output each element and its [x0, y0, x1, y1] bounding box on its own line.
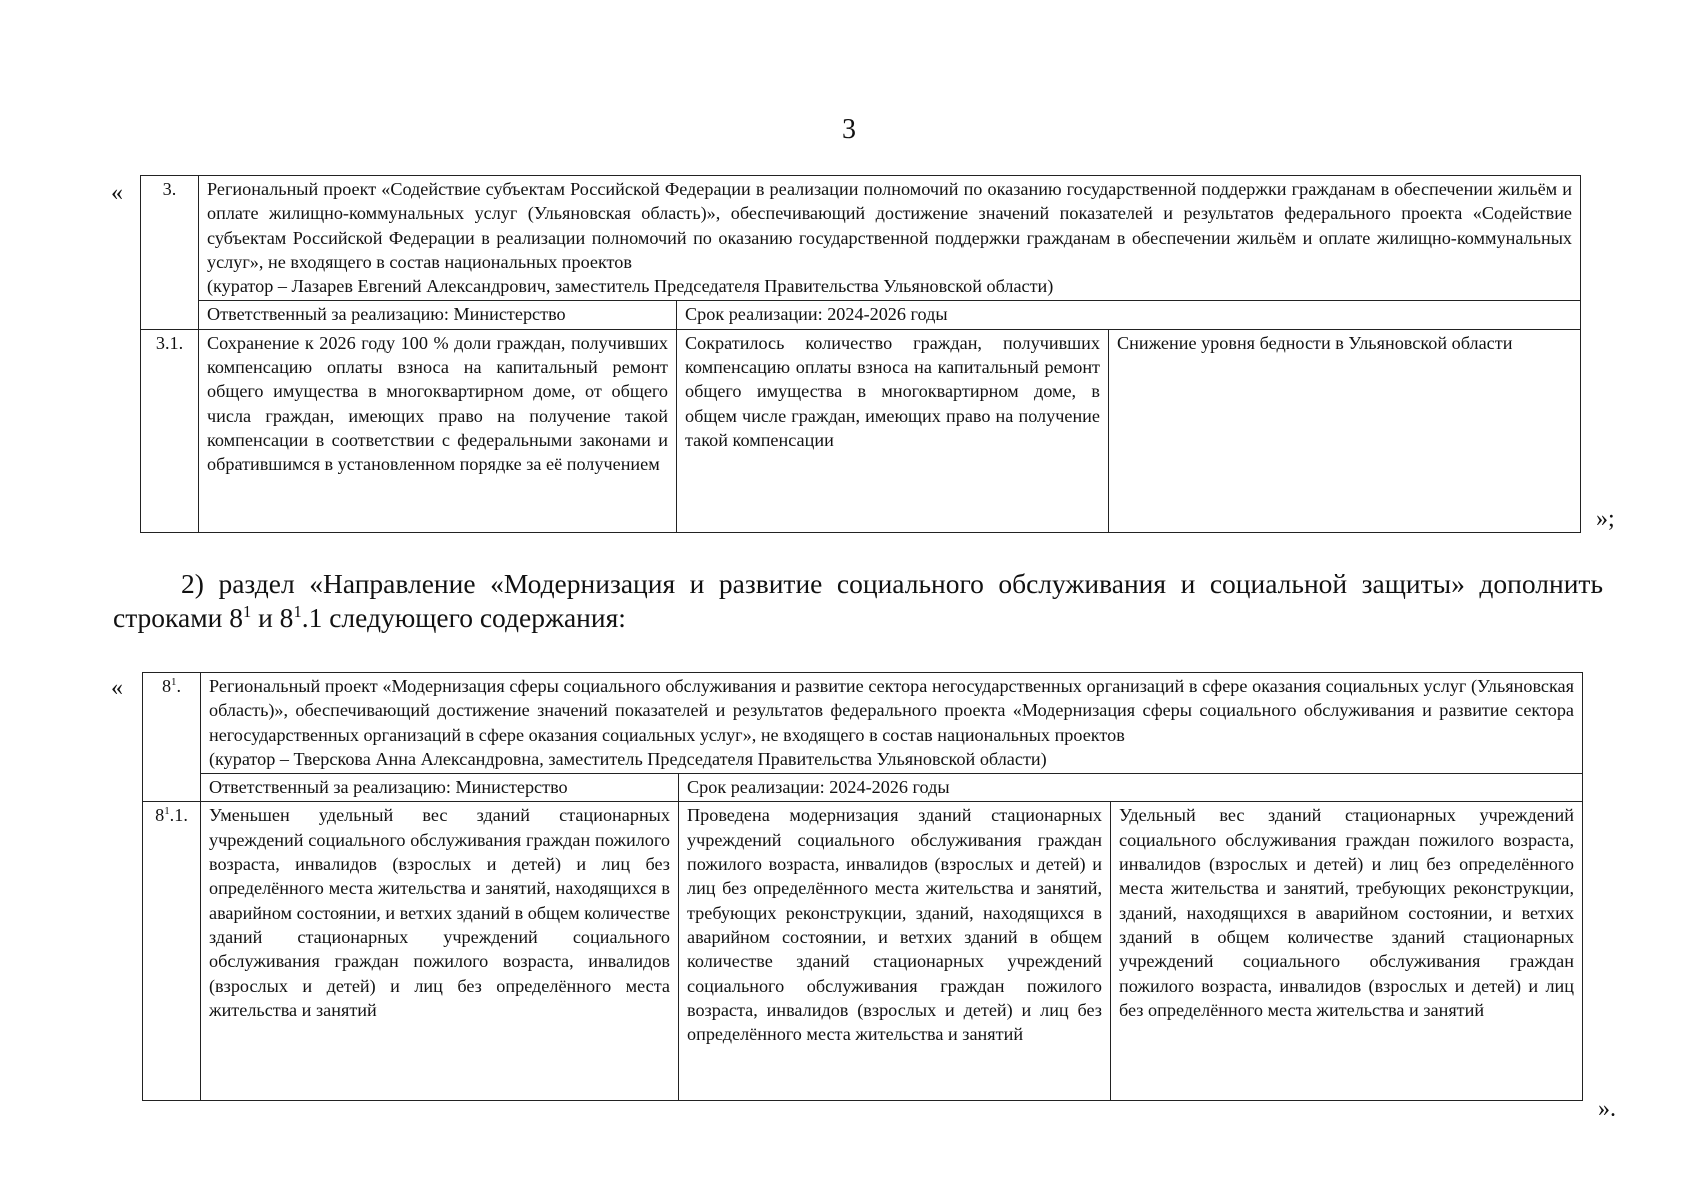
period-cell: Срок реализации: 2024-2026 годы	[677, 301, 1581, 329]
task-cell: Сохранение к 2026 году 100 % доли граждан, получивших компенсацию оплаты взноса на капитальный ремонт общего имущества в многоквартирном доме, от общего числа граждан, имеющих право на получение такой компенсации в соответствии с федеральными законами и обратившимся в установленном порядке за её получением	[199, 329, 677, 532]
result-cell: Проведена модернизация зданий стационарных учреждений социального обслуживания граждан пожилого возраста, инвалидов (взрослых и детей) и лиц без определённого места жительства и занятий, требующих реконструкции, зданий, находящихся в аварийном состоянии, и ветхих зданий в общем количестве зданий стационарных учреждений социального обслуживания граждан пожилого возраста, инвалидов (взрослых и детей) и лиц без определённого места жительства и занятий	[679, 802, 1111, 1101]
project-table-2	[142, 672, 1583, 1101]
superscript: 1	[164, 805, 170, 818]
amendment-paragraph	[113, 567, 1603, 635]
project-title: Региональный проект «Модернизация сферы социального обслуживания и развитие сектора негосударственных организаций в сфере оказания социальных услуг (Ульяновская область)», обеспечивающий достижение значений показателей и результатов федерального проекта «Модернизация сферы социального обслуживания и развитие сектора негосударственных организаций в сфере оказания социальных услуг», не входящего в состав национальных проектов	[209, 676, 1574, 745]
subrow-number	[143, 802, 201, 1101]
project-table-1	[140, 175, 1581, 533]
closing-quote: »;	[1596, 506, 1615, 532]
task-cell: Уменьшен удельный вес зданий стационарных учреждений социального обслуживания граждан пожилого возраста, инвалидов (взрослых и детей) и лиц без определённого места жительства и занятий, находящихся в аварийном состоянии, и ветхих зданий в общем количестве зданий стационарных учреждений социального обслуживания граждан пожилого возраста, инвалидов (взрослых и детей) и лиц без определённого места жительства и занятий	[201, 802, 679, 1101]
subrow-number-suffix: .1.	[169, 805, 188, 826]
responsible-cell: Ответственный за реализацию: Министерство	[201, 774, 679, 802]
project-title-cell	[201, 673, 1583, 774]
project-curator: (куратор – Тверскова Анна Александровна, заместитель Председателя Правительства Ульяновской области)	[209, 748, 1047, 769]
superscript: 1	[171, 675, 177, 688]
responsible-cell: Ответственный за реализацию: Министерство	[199, 301, 677, 329]
indicator-cell: Удельный вес зданий стационарных учреждений социального обслуживания граждан пожилого возраста, инвалидов (взрослых и детей) и лиц без определённого места жительства и занятий, требующих реконструкции, зданий, находящихся в аварийном состоянии, и ветхих зданий в общем количестве зданий стационарных учреждений социального обслуживания граждан пожилого возраста, инвалидов (взрослых и детей) и лиц без определённого места жительства и занятий	[1111, 802, 1583, 1101]
closing-quote: ».	[1598, 1096, 1616, 1122]
opening-quote: «	[111, 180, 123, 206]
paragraph-text-3: .1 следующего содержания:	[301, 602, 626, 633]
opening-quote: «	[111, 675, 123, 701]
indicator-cell: Снижение уровня бедности в Ульяновской области	[1109, 329, 1581, 532]
paragraph-text-1: 2) раздел «Направление «Модернизация и развитие социального обслуживания и социальной защиты» дополнить строками 8	[113, 568, 1603, 633]
row-number: 3.	[141, 176, 199, 330]
project-title: Региональный проект «Содействие субъектам Российской Федерации в реализации полномочий по оказанию государственной поддержки гражданам в обеспечении жильём и оплате жилищно-коммунальных услуг (Ульяновская область)», обеспечивающий достижение значений показателей и результатов федерального проекта «Содействие субъектам Российской Федерации в реализации полномочий по оказанию государственной поддержки гражданам в обеспечении жильём и оплате жилищно-коммунальных услуг», не входящего в состав национальных проектов	[207, 179, 1573, 272]
period-cell: Срок реализации: 2024-2026 годы	[679, 774, 1583, 802]
superscript: 1	[293, 601, 302, 621]
page-number: 3	[842, 114, 856, 145]
row-number	[143, 673, 201, 802]
paragraph-text-2: и 8	[251, 602, 294, 633]
project-title-cell	[199, 176, 1581, 301]
row-number-suffix: .	[176, 676, 182, 696]
project-curator: (куратор – Лазарев Евгений Александрович, заместитель Председателя Правительства Ульяновской области)	[207, 276, 1054, 297]
subrow-number-base: 8	[155, 805, 165, 826]
subrow-number: 3.1.	[141, 329, 199, 532]
result-cell: Сократилось количество граждан, получивших компенсацию оплаты взноса на капитальный ремонт общего имущества в многоквартирном доме, в общем числе граждан, имеющих право на получение такой компенсации	[677, 329, 1109, 532]
row-number-base: 8	[161, 676, 172, 696]
superscript: 1	[242, 601, 252, 621]
